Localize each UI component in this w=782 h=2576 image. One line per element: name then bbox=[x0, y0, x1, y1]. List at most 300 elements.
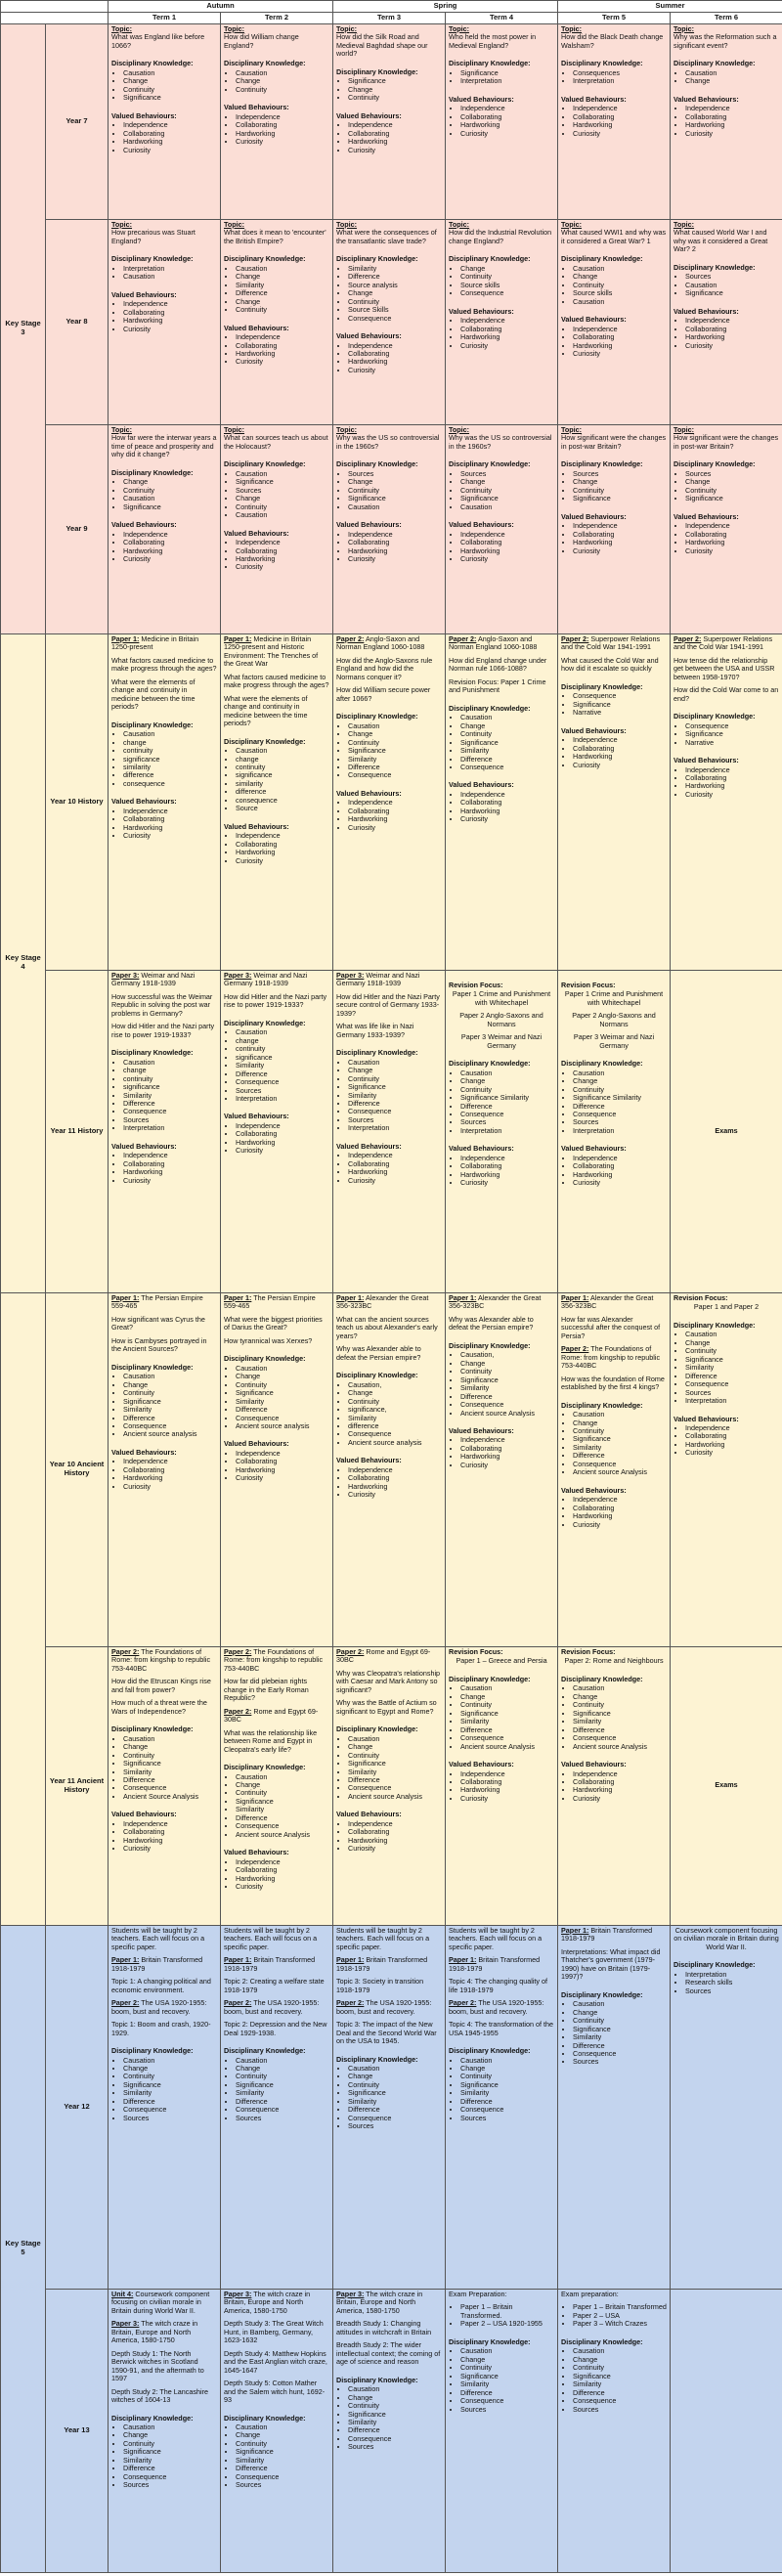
paper2-label: Paper 2: bbox=[336, 1998, 365, 2008]
revision-item: Paper 3 Weimar and Nazi Germany bbox=[460, 1032, 543, 1050]
header-autumn: Autumn bbox=[109, 1, 333, 13]
list-item: • Continuity bbox=[236, 86, 329, 94]
list-item: • Hardworking bbox=[236, 1466, 329, 1474]
cell-y11h-t4 bbox=[446, 970, 558, 1292]
list-item: • Significance bbox=[123, 503, 217, 511]
topic-label: Topic: bbox=[224, 424, 245, 434]
list-item: • Narrative bbox=[573, 709, 667, 717]
list-item: • Paper 1 – Britain Transformed bbox=[573, 2303, 667, 2311]
cell-y13-t6 bbox=[671, 2289, 782, 2572]
cell-y10a-t5 bbox=[558, 1292, 671, 1646]
list-item: • Independence bbox=[123, 1458, 217, 1465]
list-item: • Causation bbox=[348, 2385, 442, 2393]
vb-list bbox=[673, 1424, 779, 1458]
vb-list bbox=[449, 105, 554, 138]
topic-label: Topic: bbox=[449, 219, 470, 229]
cell-y10h-t4 bbox=[446, 633, 558, 970]
vb-heading: Valued Behaviours: bbox=[336, 520, 402, 530]
paper1-line bbox=[224, 1956, 329, 1973]
list-item: • Significance bbox=[460, 2373, 554, 2380]
list-item: • Difference bbox=[236, 289, 329, 297]
vb-heading: Valued Behaviours: bbox=[111, 289, 177, 299]
paper3-line bbox=[224, 2291, 329, 2315]
list-item: • Independence bbox=[460, 791, 554, 799]
year-13-label: Year 13 bbox=[46, 2289, 109, 2572]
list-item: • Difference bbox=[123, 1776, 217, 1784]
vb-heading: Valued Behaviours: bbox=[336, 788, 402, 798]
key-question: How was the foundation of Rome established by the first 4 kings? bbox=[561, 1374, 665, 1392]
list-item: • Change bbox=[348, 1743, 442, 1751]
vb-list bbox=[111, 1458, 217, 1491]
paper-title: Superpower Relations and the Cold War 1941-1991 bbox=[561, 633, 661, 652]
row-year7 bbox=[1, 23, 782, 219]
vb-heading: Valued Behaviours: bbox=[111, 1141, 177, 1151]
list-item: • Significance bbox=[348, 1760, 442, 1768]
cell-y8-t4 bbox=[446, 219, 558, 424]
vb-heading: Valued Behaviours: bbox=[561, 315, 627, 325]
dk-list bbox=[449, 2347, 554, 2414]
list-item: • Similarity bbox=[573, 1444, 667, 1452]
teachers-note: Students will be taught by 2 teachers. Each will focus on a specific paper. bbox=[111, 1925, 205, 1951]
list-item: • Similarity bbox=[573, 2033, 667, 2041]
list-item: • Consequence bbox=[123, 2473, 217, 2481]
vb-heading: Valued Behaviours: bbox=[561, 511, 627, 521]
list-item: • Causation bbox=[236, 265, 329, 273]
list-item: • Continuity bbox=[460, 487, 554, 495]
year-8-label: Year 8 bbox=[46, 219, 109, 424]
list-item: • Sources bbox=[236, 2481, 329, 2489]
teachers-note: Students will be taught by 2 teachers. Each will focus on a specific paper. bbox=[449, 1925, 543, 1951]
paper-title: The Foundations of Rome: from kingship to republic 753-440BC bbox=[111, 1646, 211, 1673]
vb-heading: Valued Behaviours: bbox=[673, 1414, 739, 1423]
dk-heading: Disciplinary Knowledge: bbox=[336, 254, 418, 264]
list-item: • Independence bbox=[236, 113, 329, 121]
list-item: • Consequences bbox=[573, 69, 667, 77]
teachers-note: Students will be taught by 2 teachers. Each will focus on a specific paper. bbox=[336, 1925, 430, 1951]
list-item: • Change bbox=[348, 1067, 442, 1074]
list-item: • Sources bbox=[348, 1116, 442, 1124]
paper-title: Anglo-Saxon and Norman England 1060-1088 bbox=[449, 633, 538, 652]
list-item: • change bbox=[236, 756, 329, 764]
cell-y11a-t5 bbox=[558, 1646, 671, 1925]
list-item: • Hardworking bbox=[460, 808, 554, 815]
header-summer: Summer bbox=[558, 1, 782, 13]
exam-prep-list bbox=[449, 2303, 554, 2328]
list-item: • Causation bbox=[123, 69, 217, 77]
list-item: • Continuity bbox=[348, 298, 442, 306]
dk-heading: Disciplinary Knowledge: bbox=[449, 254, 531, 264]
list-item: • Significance bbox=[348, 1083, 442, 1091]
topic-label: Topic: bbox=[111, 424, 133, 434]
paper1-line bbox=[336, 1956, 442, 1973]
list-item: • Change bbox=[460, 265, 554, 273]
topic-question: Why was the Reformation such a significant event? bbox=[673, 32, 777, 50]
paper-title: Anglo-Saxon and Norman England 1060-1088 bbox=[336, 633, 425, 652]
list-item: • Independence bbox=[460, 1436, 554, 1444]
list-item: • Hardworking bbox=[573, 1171, 667, 1179]
paper2-title: The Foundations of Rome: from kingship to republic 753-440BC bbox=[561, 1344, 661, 1371]
list-item: • Consequence bbox=[348, 2435, 442, 2443]
vb-list bbox=[561, 1155, 667, 1188]
unit4-title: Coursework component focusing on civilian morale in Britain during World War II. bbox=[111, 2289, 210, 2315]
list-item: • Continuity bbox=[348, 1398, 442, 1406]
list-item: • Interpretation bbox=[460, 1127, 554, 1135]
dk-list bbox=[673, 722, 779, 747]
dk-heading: Disciplinary Knowledge: bbox=[336, 712, 418, 721]
key-question: How far was Alexander successful after the conquest of Persia? bbox=[561, 1314, 661, 1340]
list-item: • Causation bbox=[123, 1059, 217, 1067]
dk-list bbox=[561, 470, 667, 503]
cell-y9-t4 bbox=[446, 424, 558, 633]
paper1-label: Paper 1: bbox=[224, 1955, 252, 1965]
list-item: • Change bbox=[123, 2431, 217, 2439]
list-item: • difference bbox=[123, 771, 217, 779]
header-term-6: Term 6 bbox=[671, 12, 782, 23]
dk-heading: Disciplinary Knowledge: bbox=[561, 681, 643, 691]
dk-heading: Disciplinary Knowledge: bbox=[449, 59, 531, 68]
list-item: • Sources bbox=[460, 2406, 554, 2414]
list-item: • Change bbox=[573, 2009, 667, 2017]
list-item: • Change bbox=[460, 478, 554, 486]
cell-y9-t1 bbox=[109, 424, 221, 633]
paper-label: Paper 3: bbox=[224, 970, 252, 980]
dk-heading: Disciplinary Knowledge: bbox=[673, 459, 756, 469]
dk-list bbox=[111, 2423, 217, 2490]
list-item: • Significance bbox=[573, 2026, 667, 2033]
year-11-history-label: Year 11 History bbox=[46, 970, 109, 1292]
list-item: • Significance bbox=[348, 747, 442, 755]
paper-line bbox=[336, 1648, 442, 1665]
paper-title: Rome and Egypt 69-30BC bbox=[336, 1646, 431, 1665]
list-item: • Change bbox=[236, 77, 329, 85]
key-question: How did the Anglo-Saxons rule England and how did the Normans conquer it? bbox=[336, 655, 433, 681]
list-item: • Change bbox=[236, 495, 329, 502]
corner-cell-2 bbox=[1, 12, 109, 23]
list-item: • Difference bbox=[236, 2465, 329, 2472]
list-item: • Consequence bbox=[348, 2115, 442, 2122]
cell-y9-t2 bbox=[221, 424, 333, 633]
list-item: • Causation bbox=[123, 495, 217, 502]
list-item: • Causation bbox=[123, 1373, 217, 1380]
list-item: • Ancient source analysis bbox=[348, 1439, 442, 1447]
list-item: • Interpretation bbox=[460, 77, 554, 85]
paper-title: Weimar and Nazi Germany 1918-1939 bbox=[336, 970, 420, 988]
vb-list bbox=[336, 342, 442, 375]
list-item: • Causation bbox=[573, 1070, 667, 1077]
list-item: • Independence bbox=[236, 1122, 329, 1130]
list-item: • Collaborating bbox=[236, 841, 329, 849]
cell-y9-t6 bbox=[671, 424, 782, 633]
list-item: • Continuity bbox=[236, 503, 329, 511]
header-spring: Spring bbox=[333, 1, 558, 13]
list-item: • Continuity bbox=[573, 1086, 667, 1094]
vb-list bbox=[111, 121, 217, 154]
list-item: • Independence bbox=[685, 317, 779, 325]
list-item: • Consequence bbox=[573, 2397, 667, 2405]
list-item: • Interpretation bbox=[573, 1127, 667, 1135]
vb-heading: Valued Behaviours: bbox=[449, 1144, 514, 1154]
topic-question: Why was the US so controversial in the 1960s? bbox=[336, 433, 440, 451]
list-item: • Paper 2 – USA bbox=[573, 2312, 667, 2320]
vb-list bbox=[561, 326, 667, 359]
list-item: • Independence bbox=[236, 1858, 329, 1866]
paper-label: Paper 1: bbox=[111, 633, 140, 643]
dk-heading: Disciplinary Knowledge: bbox=[336, 1371, 418, 1380]
cell-y7-t6 bbox=[671, 23, 782, 219]
cell-y10a-t2 bbox=[221, 1292, 333, 1646]
dk-list bbox=[224, 1028, 329, 1103]
key-question: How significant was Cyrus the Great? bbox=[111, 1314, 205, 1332]
revision-label: Revision Focus: bbox=[449, 980, 503, 989]
list-item: • Significance bbox=[236, 1389, 329, 1397]
key-question: How far did plebeian rights change in the Early Roman Republic? bbox=[224, 1677, 309, 1703]
paper-title: The Persian Empire 559-465 bbox=[224, 1292, 316, 1311]
list-item: • Change bbox=[123, 478, 217, 486]
paper-label: Paper 1: bbox=[111, 1292, 140, 1302]
dk-heading: Disciplinary Knowledge: bbox=[336, 2054, 418, 2064]
list-item: • Consequence bbox=[460, 1111, 554, 1118]
paper3-line bbox=[336, 2291, 442, 2315]
paper-line bbox=[224, 1648, 329, 1673]
list-item: • Curiosity bbox=[123, 555, 217, 563]
list-item: • Consequence bbox=[460, 2397, 554, 2405]
key-question: Why was Cleopatra's relationship with Caesar and Mark Antony so significant? bbox=[336, 1668, 441, 1694]
topic-question: How far were the interwar years a time of peace and prosperity and why did it change? bbox=[111, 433, 217, 459]
paper3-label: Paper 3: bbox=[224, 2289, 252, 2298]
list-item: • Curiosity bbox=[123, 832, 217, 840]
dk-list bbox=[336, 2065, 442, 2131]
key-question: What were the elements of change and continuity in medicine between the time periods? bbox=[224, 693, 308, 728]
list-item: • Similarity bbox=[236, 1398, 329, 1406]
dk-list bbox=[224, 1773, 329, 1840]
vb-list bbox=[111, 531, 217, 564]
list-item: • Similarity bbox=[460, 747, 554, 755]
list-item: • Significance bbox=[685, 1356, 779, 1364]
list-item: • Consequence bbox=[348, 1108, 442, 1115]
paper1-label: Paper 1: bbox=[449, 1955, 477, 1965]
list-item: • Independence bbox=[348, 1820, 442, 1828]
list-item: • Similarity bbox=[348, 1768, 442, 1776]
list-item: • Independence bbox=[573, 1770, 667, 1778]
vb-list bbox=[673, 105, 779, 138]
dk-list bbox=[449, 69, 554, 86]
list-item: • Causation bbox=[236, 2423, 329, 2431]
dk-list bbox=[224, 2423, 329, 2490]
dk-heading: Disciplinary Knowledge: bbox=[111, 720, 194, 729]
cell-y10h-t3 bbox=[333, 633, 446, 970]
list-item: • Causation bbox=[236, 747, 329, 755]
dk-heading: Disciplinary Knowledge: bbox=[561, 1989, 643, 1999]
list-item: • Collaborating bbox=[123, 309, 217, 317]
list-item: • Hardworking bbox=[236, 350, 329, 358]
list-item: • Curiosity bbox=[348, 367, 442, 374]
list-item: • Curiosity bbox=[573, 1795, 667, 1803]
list-item: • Significance bbox=[236, 2448, 329, 2456]
list-item: • Curiosity bbox=[236, 138, 329, 146]
list-item: • Sources bbox=[685, 1987, 779, 1995]
list-item: • Curiosity bbox=[123, 326, 217, 333]
list-item: • Change bbox=[685, 77, 779, 85]
list-item: • Independence bbox=[460, 317, 554, 325]
exam-prep-list bbox=[561, 2303, 667, 2328]
list-item: • Ancient source Analysis bbox=[236, 1831, 329, 1839]
vb-list bbox=[449, 1770, 554, 1804]
list-item: • Sources bbox=[348, 2122, 442, 2130]
vb-heading: Valued Behaviours: bbox=[224, 1439, 289, 1449]
vb-heading: Valued Behaviours: bbox=[224, 821, 289, 831]
vb-heading: Valued Behaviours: bbox=[449, 1760, 514, 1769]
list-item: • Independence bbox=[573, 1496, 667, 1504]
dk-heading: Disciplinary Knowledge: bbox=[673, 1320, 756, 1330]
list-item: • Collaborating bbox=[123, 1828, 217, 1836]
list-item: • Causation bbox=[460, 503, 554, 511]
list-item: • Change bbox=[123, 1381, 217, 1389]
vb-list bbox=[111, 808, 217, 841]
cell-y11h-t6 bbox=[671, 970, 782, 1292]
list-item: • Change bbox=[123, 2065, 217, 2073]
list-item: • Difference bbox=[348, 1100, 442, 1108]
vb-heading: Valued Behaviours: bbox=[224, 1848, 289, 1857]
vb-list bbox=[336, 799, 442, 832]
list-item: • Change bbox=[236, 298, 329, 306]
paper-label: Paper 1: bbox=[449, 1292, 477, 1302]
list-item: • Consequence bbox=[123, 2106, 217, 2114]
list-item: • Significance bbox=[573, 1435, 667, 1443]
key-question: How successful was the Weimar Republic in solving the post war problems in Germany? bbox=[111, 991, 213, 1018]
header-term-5: Term 5 bbox=[558, 12, 671, 23]
paper-line bbox=[111, 1648, 217, 1673]
cell-y7-t3 bbox=[333, 23, 446, 219]
list-item: • Collaborating bbox=[236, 1130, 329, 1138]
paper-label: Paper 2: bbox=[449, 633, 477, 643]
list-item: • Continuity bbox=[460, 2364, 554, 2372]
paper-label: Paper 2: bbox=[561, 633, 589, 643]
list-item: • Hardworking bbox=[685, 782, 779, 790]
list-item: • Causation bbox=[573, 1411, 667, 1419]
row-year9 bbox=[1, 424, 782, 633]
paper-title: The Persian Empire 559-465 bbox=[111, 1292, 203, 1311]
revision-item: Paper 1 Crime and Punishment with Whitechapel bbox=[452, 989, 551, 1007]
list-item: • Interpretation bbox=[123, 1124, 217, 1132]
dk-heading: Disciplinary Knowledge: bbox=[449, 459, 531, 469]
paper1-line bbox=[111, 1956, 217, 1973]
topic-question: What were the consequences of the transatlantic slave trade? bbox=[336, 228, 437, 245]
revision-text: Paper 1 – Greece and Persia bbox=[456, 1656, 547, 1666]
list-item: • significance bbox=[123, 756, 217, 764]
list-item: • Hardworking bbox=[123, 547, 217, 555]
list-item: • Hardworking bbox=[348, 1483, 442, 1491]
list-item: • Significance bbox=[573, 701, 667, 709]
list-item: • Difference bbox=[460, 2098, 554, 2106]
list-item: • Change bbox=[348, 2073, 442, 2080]
list-item: • Hardworking bbox=[573, 342, 667, 350]
vb-heading: Valued Behaviours: bbox=[111, 520, 177, 530]
list-item: • Causation bbox=[123, 273, 217, 281]
paper1-label: Paper 1: bbox=[111, 1955, 140, 1965]
list-item: • Continuity bbox=[460, 273, 554, 281]
row-year8 bbox=[1, 219, 782, 424]
paper-title: Alexander the Great 356-323BC bbox=[336, 1292, 429, 1311]
list-item: • Independence bbox=[236, 539, 329, 546]
dk-list bbox=[449, 1351, 554, 1418]
topic-question: How did the Silk Road and Medieval Baghdad shape our world? bbox=[336, 32, 428, 59]
list-item: • Consequence bbox=[348, 1784, 442, 1792]
list-item: • Change bbox=[573, 1077, 667, 1085]
list-item: • Significance bbox=[685, 730, 779, 738]
list-item: • Continuity bbox=[123, 1389, 217, 1397]
list-item: • Causation bbox=[348, 1059, 442, 1067]
paper-label: Paper 3: bbox=[336, 970, 365, 980]
topic-label: Topic: bbox=[111, 23, 133, 33]
list-item: • Change bbox=[348, 478, 442, 486]
list-item: • Change bbox=[460, 2065, 554, 2073]
dk-heading: Disciplinary Knowledge: bbox=[111, 2046, 194, 2056]
dk-list bbox=[224, 265, 329, 315]
list-item: • Consequence bbox=[123, 1108, 217, 1115]
paper-label: Paper 1: bbox=[561, 1292, 589, 1302]
dk-heading: Disciplinary Knowledge: bbox=[673, 1960, 756, 1970]
revision-label: Revision Focus: bbox=[449, 1646, 503, 1656]
list-item: • Sources bbox=[460, 2115, 554, 2122]
dk-heading: Disciplinary Knowledge: bbox=[111, 1048, 194, 1058]
list-item: • Collaborating bbox=[573, 745, 667, 753]
paper3-title: The witch craze in Britain, Europe and North America, 1580-1750 bbox=[336, 2289, 423, 2315]
list-item: • Consequence bbox=[236, 1822, 329, 1830]
list-item: • Sources bbox=[573, 2406, 667, 2414]
revision-label: Revision Focus: bbox=[673, 1292, 728, 1302]
list-item: • Collaborating bbox=[348, 350, 442, 358]
vb-heading: Valued Behaviours: bbox=[449, 306, 514, 316]
list-item: • Consequence bbox=[460, 289, 554, 297]
topic-question: How did William change England? bbox=[224, 32, 299, 50]
dk-heading: Disciplinary Knowledge: bbox=[449, 703, 531, 713]
dk-list bbox=[224, 747, 329, 813]
list-item: • Causation bbox=[123, 2057, 217, 2065]
corner-cell bbox=[1, 1, 109, 13]
paper2-label: Paper 2: bbox=[111, 1998, 140, 2008]
list-item: • Sources bbox=[685, 470, 779, 478]
list-item: • Ancient source analysis bbox=[236, 1422, 329, 1430]
list-item: • Continuity bbox=[685, 1347, 779, 1355]
paper3-title: The witch craze in Britain, Europe and North America, 1580-1750 bbox=[224, 2289, 311, 2315]
vb-heading: Valued Behaviours: bbox=[224, 103, 289, 112]
list-item: • significance bbox=[236, 1054, 329, 1062]
cell-y10a-t4 bbox=[446, 1292, 558, 1646]
cell-y12-t3 bbox=[333, 1925, 446, 2289]
cell-y12-t2 bbox=[221, 1925, 333, 2289]
paper-label: Paper 2: bbox=[336, 1646, 365, 1656]
list-item: • Difference bbox=[573, 2389, 667, 2397]
dk-list bbox=[111, 1059, 217, 1133]
dk-list bbox=[336, 722, 442, 780]
revision-item: Paper 1 Crime and Punishment with Whitechapel bbox=[564, 989, 664, 1007]
list-item: • Significance Similarity bbox=[573, 1094, 667, 1102]
list-item: • Similarity bbox=[348, 1092, 442, 1100]
list-item: • Significance bbox=[236, 478, 329, 486]
list-item: • Hardworking bbox=[123, 138, 217, 146]
list-item: • Change bbox=[573, 273, 667, 281]
list-item: • Continuity bbox=[123, 487, 217, 495]
dk-heading: Disciplinary Knowledge: bbox=[336, 1725, 418, 1734]
cell-y10a-t6 bbox=[671, 1292, 782, 1646]
depth-study: Depth Study 4: Matthew Hopkins and the East Anglian witch craze, 1645-1647 bbox=[224, 2348, 327, 2375]
list-item: • Collaborating bbox=[348, 130, 442, 138]
list-item: • Difference bbox=[236, 1406, 329, 1414]
list-item: • Change bbox=[348, 730, 442, 738]
cell-y7-t1 bbox=[109, 23, 221, 219]
topic-2: Topic 1: Boom and crash, 1920-1929. bbox=[111, 2020, 211, 2037]
paper-label: Paper 1: bbox=[336, 1292, 365, 1302]
